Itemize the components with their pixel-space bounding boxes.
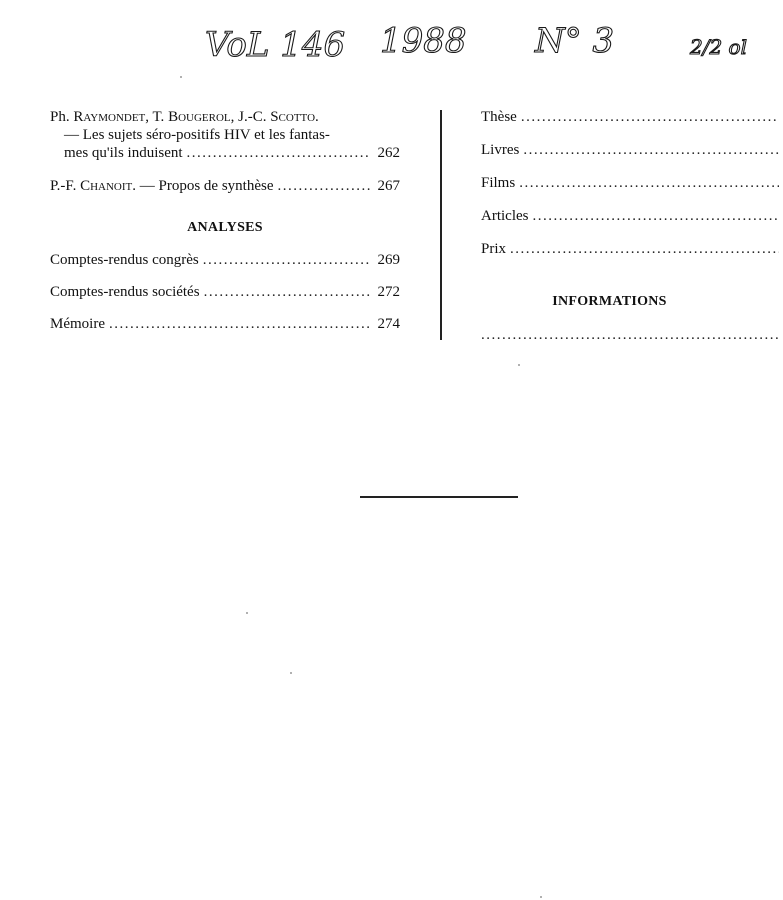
handwritten-header [0, 8, 783, 78]
toc-entry-raymondet [50, 108, 400, 162]
toc-entry-analyses: Mémoire ..... 274 [50, 315, 400, 333]
dot-leader [519, 174, 779, 192]
dot-leader [510, 240, 779, 258]
handwritten-volume: VoL 146 [205, 25, 346, 65]
dot-leader [203, 251, 370, 269]
toc-entry-right: Articles ..... [481, 207, 783, 225]
entry-authors: Ph. Raymondet, T. Bougerol, J.-C. Scotto. [50, 109, 319, 125]
toc-entry-analyses: Comptes-rendus congrès ..... 269 [50, 251, 400, 269]
entry-title-line: — Les sujets séro-positifs HIV et les fantas- [64, 127, 330, 143]
dot-leader [204, 283, 370, 301]
right-column [481, 108, 783, 344]
dot-leader [187, 144, 370, 162]
scan-speck [246, 612, 248, 614]
toc-entry-right: Livres ..... [481, 141, 783, 159]
toc-entry-informations [481, 326, 783, 344]
dot-leader [109, 315, 370, 333]
dot-leader [521, 108, 779, 126]
toc-entry-right: Films ..... [481, 174, 783, 192]
scan-speck [180, 76, 182, 78]
page-number: 269 [377, 252, 400, 268]
page-number: 267 [377, 178, 400, 194]
end-rule [360, 496, 518, 498]
author-name: Chanoit [80, 178, 133, 194]
author-name: Bougerol [168, 109, 231, 125]
author-name: Raymondet [73, 109, 146, 125]
column-divider [440, 110, 442, 340]
author-name: Scotto [270, 109, 316, 125]
toc-entry-right: Thèse ..... [481, 108, 783, 126]
toc-entry-chanoit: P.-F. Chanoit. — Propos de synthèse ..... 267 [50, 177, 400, 195]
scan-speck [518, 364, 520, 366]
toc-entry-analyses: Comptes-rendus sociétés ..... 272 [50, 283, 400, 301]
handwritten-note: 2/2 ol [690, 35, 747, 59]
scan-speck [540, 896, 542, 898]
section-title-analyses: ANALYSES [187, 220, 263, 235]
page-number: 262 [377, 145, 400, 161]
dot-leader [278, 177, 371, 195]
dot-leader [523, 141, 779, 159]
handwritten-year: 1988 [380, 21, 467, 61]
left-column [50, 108, 400, 333]
entry-title-line: mes qu'ils induisent [64, 145, 183, 161]
page-number: 272 [377, 284, 400, 300]
dot-leader [532, 207, 779, 225]
toc-entry-right: Prix ..... [481, 240, 783, 258]
page-number: 274 [377, 316, 400, 332]
handwritten-number: N° 3 [535, 21, 615, 61]
dot-leader [481, 326, 779, 344]
section-title-informations: INFORMATIONS [552, 294, 667, 309]
scan-speck [290, 672, 292, 674]
